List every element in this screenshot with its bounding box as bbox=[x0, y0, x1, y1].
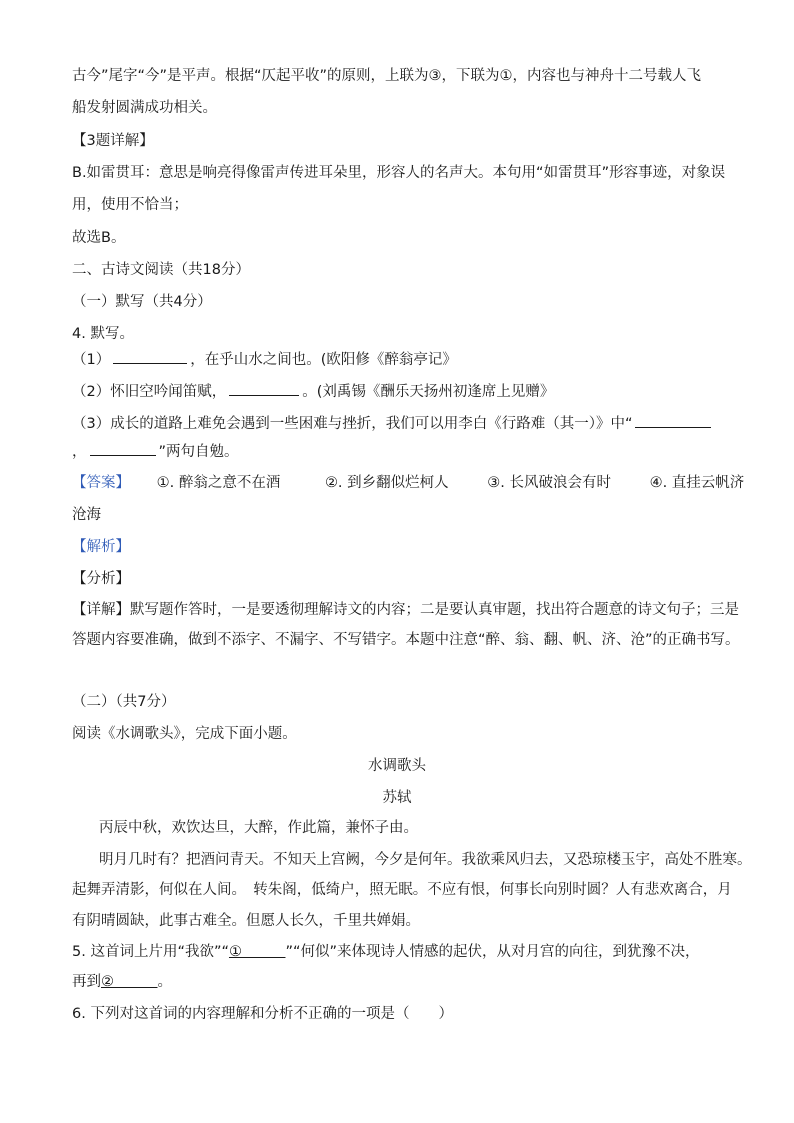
analysis-label: 【解析】 bbox=[72, 539, 130, 555]
answer-blank: ② bbox=[101, 974, 158, 990]
answer-2: ②. 到乡翻似烂柯人 bbox=[324, 475, 449, 491]
answer-blank bbox=[229, 380, 299, 396]
answer-blank bbox=[90, 440, 156, 456]
text-line: 故选B。 bbox=[72, 230, 126, 246]
text: 默写题作答时，一是要透彻理解诗文的内容；二是要认真审题，找出符合题意的诗文句子；三是 bbox=[130, 602, 739, 618]
text-line: 船发射圆满成功相关。 bbox=[72, 100, 217, 116]
poem-title: 水调歌头 bbox=[368, 758, 426, 774]
question-item bbox=[72, 412, 714, 434]
section-heading: 【分析】 bbox=[72, 571, 130, 587]
text: ”两句自勉。 bbox=[158, 444, 239, 460]
text-line: 阅读《水调歌头》，完成下面小题。 bbox=[72, 726, 297, 742]
answer-4: ④. 直挂云帆济 bbox=[649, 475, 745, 491]
text-line: 沧海 bbox=[72, 507, 101, 523]
question-6: 6. 下列对这首词的内容理解和分析不正确的一项是（ ） bbox=[72, 1006, 453, 1022]
text-line: 答题内容要准确，做到不添字、不漏字、不写错字。本题中注意“醉、翁、翻、帆、济、沧”的正确书写。 bbox=[72, 632, 740, 648]
section-heading: （一）默写（共4分） bbox=[72, 294, 212, 310]
answer-blank bbox=[635, 412, 711, 428]
text: （1） bbox=[72, 352, 111, 368]
poem-author: 苏轼 bbox=[382, 790, 412, 806]
answer-line bbox=[72, 473, 744, 493]
answer-blank bbox=[113, 348, 187, 364]
text: ， bbox=[72, 444, 87, 460]
question-5 bbox=[72, 942, 700, 962]
question-item bbox=[72, 380, 554, 402]
answer-blank: ① bbox=[228, 944, 286, 960]
poem-line: 起舞弄清影，何似在人间。 转朱阁，低绮户，照无眠。不应有恨，何事长向别时圆？人有悲欢离合，月 bbox=[72, 882, 732, 898]
section-heading: （二）（共7分） bbox=[72, 694, 176, 710]
text: （2）怀旧空吟闻笛赋， bbox=[72, 384, 227, 400]
text: ”“何似”来体现诗人情感的起伏，从对月宫的向往，到犹豫不决， bbox=[285, 944, 700, 960]
text: 5. 这首词上片用“我欲”“ bbox=[72, 944, 229, 960]
text: 再到 bbox=[72, 974, 101, 990]
question-item bbox=[72, 348, 457, 370]
text-line: 古今”尾字“今”是平声。根据“仄起平收”的原则，上联为③，下联为①，内容也与神舟十二号载人飞 bbox=[72, 68, 702, 84]
poem-preface: 丙辰中秋，欢饮达旦，大醉，作此篇，兼怀子由。 bbox=[99, 820, 418, 836]
detail-label: 【详解】 bbox=[72, 602, 130, 618]
text-line: B.如雷贯耳：意思是响亮得像雷声传进耳朵里，形容人的名声大。本句用“如雷贯耳”形容事迹，对象误 bbox=[72, 165, 726, 181]
question-title: 4. 默写。 bbox=[72, 326, 134, 342]
text-line: 用，使用不恰当； bbox=[72, 197, 188, 213]
question-5-cont bbox=[72, 972, 172, 992]
text: 。(刘禹锡《酬乐天扬州初逢席上见赠》 bbox=[302, 384, 555, 400]
text: （3）成长的道路上难免会遇到一些困难与挫折，我们可以用李白《行路难（其一）》中“ bbox=[72, 416, 633, 432]
section-heading: 【3题详解】 bbox=[72, 133, 154, 149]
poem-line: 有阴晴圆缺，此事古难全。但愿人长久，千里共婵娟。 bbox=[72, 913, 420, 929]
section-heading: 二、古诗文阅读（共18分） bbox=[72, 262, 250, 278]
answer-1: ①. 醉翁之意不在酒 bbox=[156, 475, 281, 491]
text: ，在乎山水之间也。(欧阳修《醉翁亭记》 bbox=[190, 352, 457, 368]
answer-3: ③. 长风破浪会有时 bbox=[487, 475, 611, 491]
poem-line: 明月几时有？把酒问青天。不知天上宫阙，今夕是何年。我欲乘风归去，又恐琼楼玉宇，高处不胜寒。 bbox=[99, 852, 752, 868]
text: 。 bbox=[157, 974, 172, 990]
question-item bbox=[72, 440, 239, 462]
answer-label: 【答案】 bbox=[72, 475, 130, 491]
detail-line bbox=[72, 600, 739, 620]
